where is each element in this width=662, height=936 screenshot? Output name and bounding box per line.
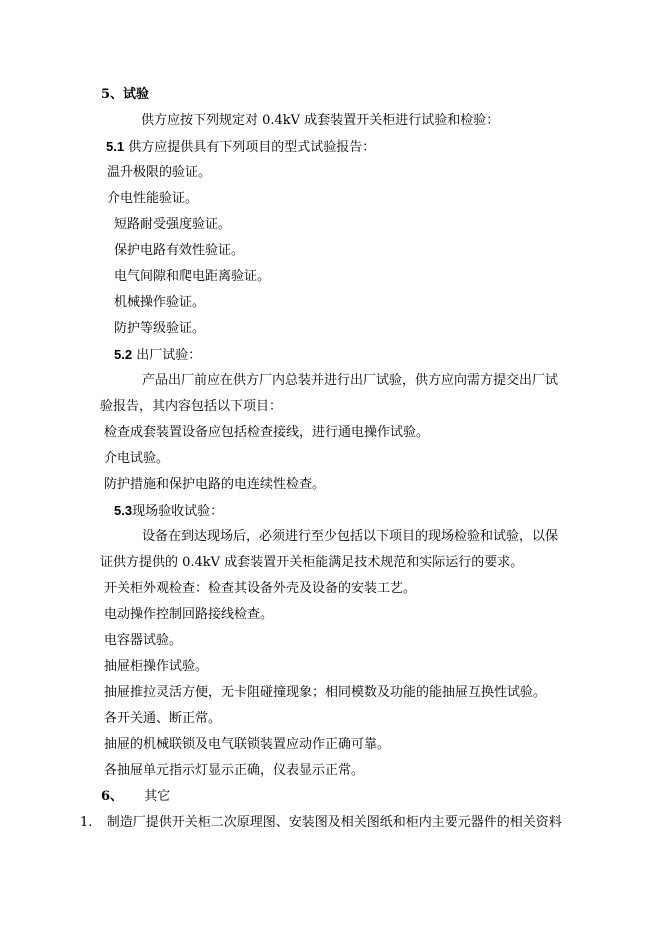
paragraph-line: 验报告，其内容包括以下项目：	[100, 399, 283, 414]
list-item: 抽屉推拉灵活方便，无卡阻碰撞现象；相同模数及功能的能抽屉互换性试验。	[104, 685, 547, 700]
section-6-number: 6、	[101, 789, 124, 804]
list-item: 电动操作控制回路接线检查。	[104, 607, 274, 622]
list-item: 电气间隙和爬电距离验证。	[114, 269, 271, 284]
list-item: 保护电路有效性验证。	[114, 243, 245, 258]
item-1-text: 制造厂提供开关柜二次原理图、安装图及相关图纸和柜内主要元器件的相关资料	[106, 815, 562, 830]
list-item: 抽屉的机械联锁及电气联锁装置应动作正确可靠。	[104, 737, 391, 752]
subsection-5-2-text: 出厂试验：	[136, 348, 202, 363]
subsection-5-3-heading	[114, 501, 223, 522]
list-item: 介电试验。	[104, 451, 170, 466]
section-5-title: 试验	[123, 87, 150, 102]
paragraph-line: 设备在到达现场后，必须进行至少包括以下项目的现场检验和试验，以保	[142, 529, 559, 544]
list-item: 各开关通、断正常。	[104, 711, 222, 726]
subsection-5-1-text: 供方应提供具有下列项目的型式试验报告：	[128, 140, 376, 155]
subsection-5-3-text: 现场验收试验：	[132, 504, 224, 519]
subsection-5-1-number: 5.1	[106, 139, 125, 154]
subsection-5-3-number: 5.3	[114, 503, 133, 518]
subsection-5-2-heading	[114, 345, 201, 366]
list-item: 机械操作验证。	[114, 295, 206, 310]
section-6-title: 其它	[144, 789, 171, 804]
subsection-5-2-number: 5.2	[114, 347, 133, 362]
list-item: 短路耐受强度验证。	[114, 217, 232, 232]
list-item: 电容器试验。	[104, 633, 183, 648]
list-item: 防护等级验证。	[114, 321, 206, 336]
section-5-intro: 供方应按下列规定对 0.4kV 成套装置开关柜进行试验和检验：	[141, 113, 500, 128]
list-item: 检查成套装置设备应包括检查接线，进行通电操作试验。	[104, 425, 430, 440]
section-6-item-1	[80, 813, 562, 833]
list-item: 介电性能验证。	[107, 191, 199, 206]
list-item: 开关柜外观检查：检查其设备外壳及设备的安装工艺。	[104, 581, 417, 596]
list-item: 各抽屉单元指示灯显示正确，仪表显示正常。	[104, 763, 365, 778]
list-item: 抽屉柜操作试验。	[104, 659, 209, 674]
section-5-number: 5、	[101, 87, 124, 102]
item-1-number: 1.	[80, 815, 93, 830]
subsection-5-1-heading	[106, 137, 375, 158]
paragraph-line: 产品出厂前应在供方厂内总装并进行出厂试验，供方应向需方提交出厂试	[142, 373, 559, 388]
section-5-heading	[101, 85, 149, 105]
list-item: 防护措施和保护电路的电连续性检查。	[104, 477, 326, 492]
list-item: 温升极限的验证。	[107, 165, 212, 180]
paragraph-line: 证供方提供的 0.4kV 成套装置开关柜能满足技术规范和实际运行的要求。	[100, 555, 524, 570]
section-6-heading	[101, 787, 170, 807]
